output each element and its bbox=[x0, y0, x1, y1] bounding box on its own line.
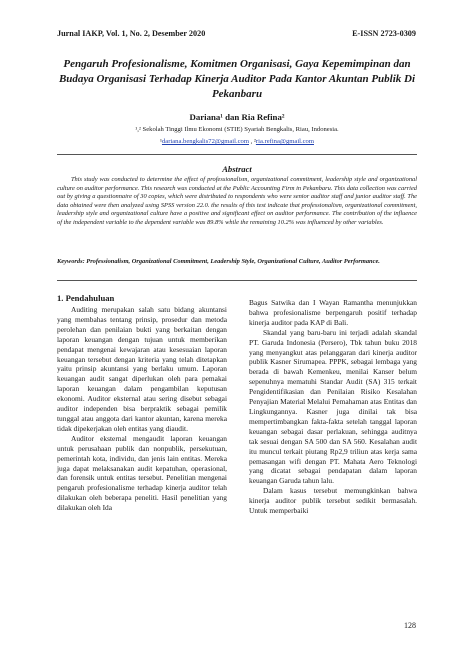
author-emails bbox=[57, 138, 417, 145]
keywords: Keywords: Professionalism, Organizational Commitment, Leadership Style, Organizational Culture, Auditor Performance. bbox=[57, 258, 380, 265]
email-separator: , ² bbox=[248, 138, 256, 145]
abstract-heading: Abstract bbox=[222, 164, 252, 174]
authors: Dariana¹ dan Ria Refina² bbox=[189, 112, 285, 122]
paragraph: Auditor eksternal mengaudit laporan keuangan untuk perusahaan publik dan nonpublik, persekutuan, pemerintah kota, individu, dan jenis lain entitas. Mereka juga dapat melaksanakan audit kepatuhan, operasional, dan forensik untuk entitas tersebut. Penelitian mengenai pengaruh profesionalisme terhadap kinerja auditor telah dilakukan oleh beberapa peneliti. Hasil penelitian yang dilakukan oleh Ida bbox=[57, 433, 227, 513]
email-prefix: ¹ bbox=[159, 138, 162, 145]
email-link-2[interactable]: ria.refina@gmail.com bbox=[255, 138, 314, 145]
paper-title: Pengaruh Profesionalisme, Komitmen Organisasi, Gaya Kepemimpinan dan Budaya Organisasi Terhadap Kinerja Auditor Pada Kantor Akuntan Publik Di Pekanbaru bbox=[58, 58, 416, 100]
right-column bbox=[249, 298, 417, 516]
paragraph: Auditing merupakan salah satu bidang akuntansi yang membahas tentang prinsip, prosedur dan metoda perolehan dan penilaian bukti yang berkaitan dengan laporan keuangan dengan tujuan untuk memberikan pendapat mengenai kewajaran atau kesesuaian laporan keuangan tersebut dengan kriteria yang telah ditetapkan yaitu prinsip akuntansi yang berlaku umum. Laporan keuangan audit sangat diperlukan oleh para pemakai laporan keuangan dalam pengambilan keputusan ekonomi. Auditor eksternal atau sering disebut sebagai auditor independen bisa berpraktik sebagai pemilik tunggal atau anggota dari kantor akuntan, karena mereka tidak dipekerjakan oleh entitas yang diaudit. bbox=[57, 305, 227, 433]
journal-header: Jurnal IAKP, Vol. 1, No. 2, Desember 2020 bbox=[57, 29, 206, 38]
page-number: 128 bbox=[404, 621, 416, 630]
left-column bbox=[57, 305, 227, 513]
divider-bottom bbox=[57, 280, 417, 281]
issn-header: E-ISSN 2723-0309 bbox=[352, 29, 416, 38]
paragraph: Bagus Satwika dan I Wayan Ramantha menunjukkan bahwa profesionalisme berpengaruh positif terhadap kinerja auditor pada KAP di Bali. bbox=[249, 298, 417, 327]
paragraph: Skandal yang baru-baru ini terjadi adalah skandal PT. Garuda Indonesia (Persero), Tbk tahun buku 2018 yang menyangkut atas pelanggaran dari kinerja auditor publik Kasner Sirumapea. PPPK, sebagai lembaga yang berada di bawah Kemenkeu, menilai Kanser belum sepenuhnya mematuhi Standar Audit (SA) 315 terkait Pengidentifikasian dan Penilaian Risiko Kesalahan Penyajian Material Melalui Pemahaman atas Entitas dan Lingkungannya. Kasner juga dinilai tak bisa mempertimbangkan fakta-fakta setelah tanggal laporan keuangan sebagai dasar perlakuan, sehingga auditnya tak sesuai dengan SA 500 dan SA 560. Kesalahan audit itu muncul terkait piutang Rp2,9 triliun atas kerja sama pemasangan wifi dengan PT. Mahata Aero Teknologi yang dicatat sebagai pendapatan dalam laporan keuangan Garuda tahun lalu. bbox=[249, 327, 417, 486]
affiliation: ¹,² Sekolah Tinggi Ilmu Ekonomi (STIE) Syariah Bengkalis, Riau, Indonesia. bbox=[135, 126, 339, 133]
divider-top bbox=[57, 154, 417, 155]
paragraph: Dalam kasus tersebut memungkinkan bahwa kinerja auditor publik tersebut sedikit bermasalah. Untuk memperbaiki bbox=[249, 486, 417, 516]
abstract-text: This study was conducted to determine the effect of professionalism, organizational commitment, leadership style and organizational culture on auditor performance. This research was conducted at the Public Accounting Firm in Pekanbaru. This data collection was carried out by giving a questionnaire of 30 copies, which were distributed to respondents who were senior auditor staff and junior auditor staff. The data obtained were then analyzed using SPSS version 22.0. the results of this test indicate that professionalism, organizational commitment, leadership style and organizational culture have a positive and significant effect on auditor performance. The contribution of the influence of the independent variable to the dependent variable was 89.8% while the remaining 10.2% was influenced by other variables. bbox=[57, 176, 417, 226]
section-heading: 1. Pendahuluan bbox=[57, 293, 115, 303]
email-link-1[interactable]: dariana.bengkalis72@gmail.com bbox=[161, 138, 249, 145]
